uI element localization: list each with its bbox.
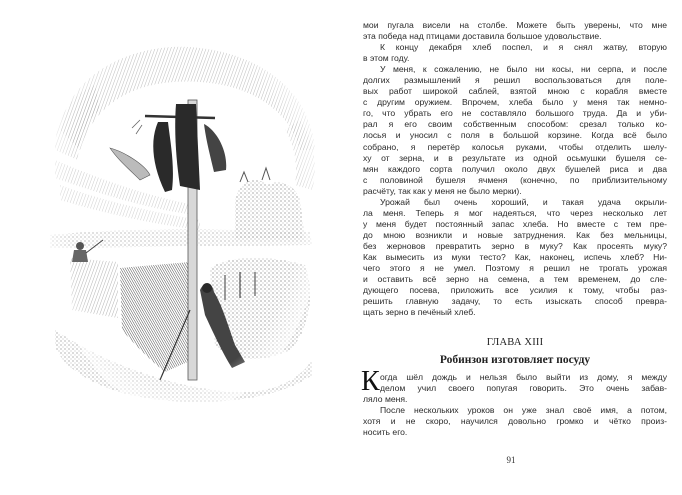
text-line: рал я его своим собственным способом: срезал только ко- [363, 119, 667, 130]
page-number: 91 [506, 455, 516, 465]
text-line: ху от зерна, и в результате из одной осьмушки бушеля се- [363, 152, 667, 163]
text-line: дующего посева, приложить все усилия к тому, чтобы раз- [363, 285, 667, 296]
text-line: Как вымесить из муки тесто? Как, наконец, испечь хлеб? Ни- [363, 251, 667, 262]
chapter-body-text [361, 366, 667, 438]
text-line: делом учил своего попугая говорить. Это очень забав- [380, 383, 667, 394]
text-line: хотя и не скоро, научился довольно громко и чётко произ- [363, 416, 667, 427]
text-line: эта победа над птицами доставила большое удовольствие. [363, 31, 602, 42]
opening-paragraph [361, 366, 667, 405]
body-text [363, 20, 667, 318]
chapter-title: Робинзон изготовляет посуду [439, 354, 591, 366]
paragraph-1 [363, 20, 667, 42]
paragraph-2 [363, 42, 667, 64]
paragraph-4 [363, 197, 667, 319]
paragraph-3 [363, 64, 667, 197]
text-line: После нескольких уроков он уже знал своё имя, а потом, [380, 405, 667, 416]
chapter-heading [363, 336, 667, 368]
text-line: у меня будет постоянный запас хлеба. Но вместе с тем пре- [363, 218, 667, 229]
text-line: без жерновов превратить зерно в муку? Как просеять муку? [363, 240, 667, 251]
text-line: У меня, к сожалению, не было ни косы, ни серпа, и после [380, 64, 667, 75]
chapter-number: ГЛАВА XIII [486, 337, 544, 348]
text-line: долгих размышлений я решил воспользоваться для поле- [363, 75, 667, 86]
text-line: лосья и уносил с поля в большой корзине. Когда всё было [363, 130, 667, 141]
text-line: вых работ широкой саблей, взятой мною с корабля вместе [363, 86, 667, 97]
text-line: К концу декабря хлеб поспел, и я снял жатву, вторую [380, 42, 667, 53]
text-line: собрано, я перетёр колосья руками, чтобы отделить шелу- [363, 141, 667, 152]
text-line: Урожай был очень хороший, и такая удача окрыли- [380, 196, 667, 207]
text-line: мян каждого сорта получил около двух бушелей риса и два [363, 163, 667, 174]
text-line: в этом году. [363, 53, 410, 64]
text-line: с другим оружием. Впрочем, хлеба было у меня так немно- [363, 97, 667, 108]
text-line: с половиной бушеля ячменя (конечно, по приблизительному [363, 174, 667, 185]
text-line: до мною возникли и новые затруднения. Как без мельницы, [363, 229, 667, 240]
text-line: решить главную задачу, то есть изыскать способ превра- [363, 296, 667, 307]
text-line: щать зерно в печёный хлеб. [363, 307, 476, 318]
second-paragraph [363, 405, 667, 438]
text-line: го, что убрать его не составляло большого труда. Да и уби- [363, 108, 667, 119]
text-line: чего этого я не умел. Поэтому я решил не трогать урожая [363, 263, 667, 274]
text-line: носить его. [363, 427, 408, 438]
text-line: мои пугала висели на столбе. Можете быть уверены, что мне [363, 20, 667, 30]
text-line: расчёту, так как у меня не было мерки). [363, 185, 522, 196]
drop-cap: К [361, 366, 380, 397]
text-line: огда шёл дождь и нельзя было выйти из дому, я между [380, 372, 667, 382]
right-page [341, 0, 682, 495]
text-line: ла меня. Теперь я мог надеяться, что через несколько лет [363, 207, 667, 218]
text-line: и оставить всё зерно на семена, а тем временем, до сле- [363, 274, 667, 285]
text-line: ляло меня. [363, 394, 408, 405]
